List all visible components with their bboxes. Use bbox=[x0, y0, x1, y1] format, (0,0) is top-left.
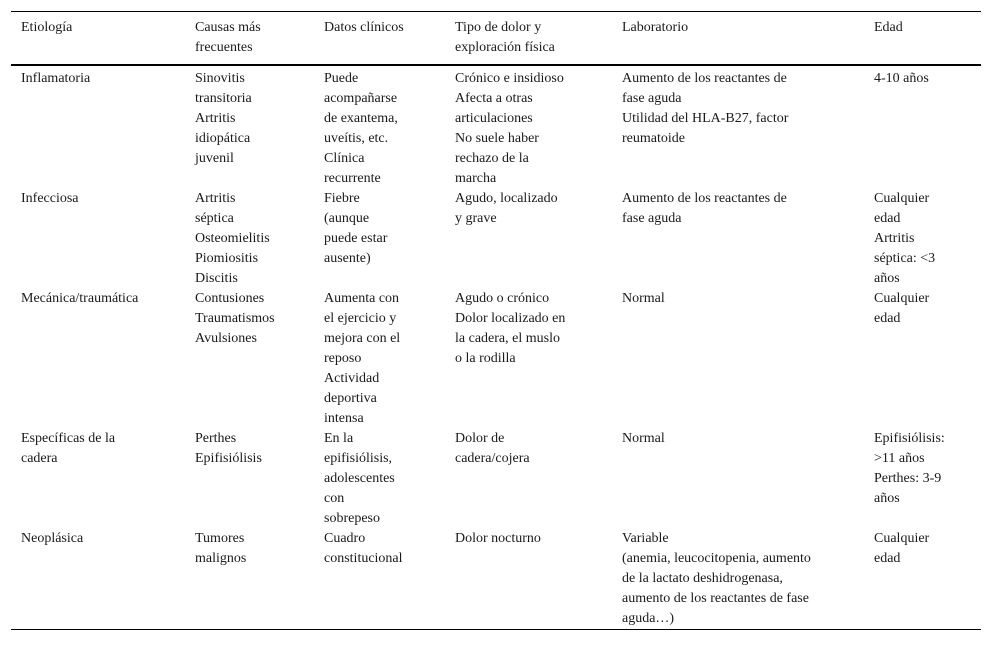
cell-laboratorio bbox=[612, 289, 864, 429]
header-laboratorio bbox=[612, 12, 864, 66]
cell-line: fase aguda bbox=[622, 211, 682, 226]
cell-line: aumento de los reactantes de fase bbox=[622, 591, 809, 606]
table-row bbox=[11, 529, 981, 630]
cell-line: edad bbox=[874, 211, 901, 226]
cell-line: Cualquier bbox=[874, 531, 930, 546]
cell-tipo-dolor bbox=[445, 289, 612, 429]
cell-line: articulaciones bbox=[455, 111, 533, 126]
cell-tipo-dolor bbox=[445, 429, 612, 529]
cell-line: séptica bbox=[195, 211, 234, 226]
cell-line: edad bbox=[874, 311, 901, 326]
cell-line: En la bbox=[324, 431, 354, 446]
cell-line: Inflamatoria bbox=[21, 71, 91, 86]
cell-laboratorio bbox=[612, 189, 864, 289]
cell-tipo-dolor bbox=[445, 65, 612, 189]
table-row bbox=[11, 289, 981, 429]
cell-line: No suele haber bbox=[455, 131, 539, 146]
cell-line: aguda…) bbox=[622, 611, 675, 626]
cell-line: Contusiones bbox=[195, 291, 265, 306]
cell-line: Crónico e insidioso bbox=[455, 71, 564, 86]
cell-line: mejora con el bbox=[324, 331, 401, 346]
cell-datos-clinicos bbox=[314, 65, 445, 189]
cell-line: Perthes: 3-9 bbox=[874, 471, 942, 486]
cell-line: constitucional bbox=[324, 551, 403, 566]
cell-line: malignos bbox=[195, 551, 247, 566]
cell-line: Agudo, localizado bbox=[455, 191, 558, 206]
cell-line: marcha bbox=[455, 171, 497, 186]
cell-line: Dolor localizado en bbox=[455, 311, 566, 326]
cell-line: Cualquier bbox=[874, 291, 930, 306]
cell-line: cadera/cojera bbox=[455, 451, 530, 466]
cell-line: (anemia, leucocitopenia, aumento bbox=[622, 551, 811, 566]
cell-line: Específicas de la bbox=[21, 431, 116, 446]
cell-line: Neoplásica bbox=[21, 531, 84, 546]
cell-datos-clinicos bbox=[314, 429, 445, 529]
cell-datos-clinicos bbox=[314, 529, 445, 630]
cell-line: recurrente bbox=[324, 171, 381, 186]
cell-causas bbox=[185, 429, 314, 529]
cell-causas bbox=[185, 65, 314, 189]
cell-line: la cadera, el muslo bbox=[455, 331, 560, 346]
cell-line: Afecta a otras bbox=[455, 91, 533, 106]
header-etiologia bbox=[11, 12, 185, 66]
cell-laboratorio bbox=[612, 429, 864, 529]
cell-line: Normal bbox=[622, 291, 665, 306]
cell-line: rechazo de la bbox=[455, 151, 529, 166]
cell-line: Artritis bbox=[195, 191, 236, 206]
cell-line: (aunque bbox=[324, 211, 370, 226]
cell-line: Avulsiones bbox=[195, 331, 257, 346]
cell-line: deportiva bbox=[324, 391, 377, 406]
etiology-table bbox=[11, 11, 981, 630]
cell-line: adolescentes bbox=[324, 471, 395, 486]
header-causas bbox=[185, 12, 314, 66]
cell-line: Normal bbox=[622, 431, 665, 446]
cell-edad bbox=[864, 289, 981, 429]
cell-line: Epifisiólisis bbox=[195, 451, 262, 466]
cell-etiologia bbox=[11, 189, 185, 289]
cell-line: Traumatismos bbox=[195, 311, 275, 326]
cell-line: Perthes bbox=[195, 431, 237, 446]
header-datos-clinicos bbox=[314, 12, 445, 66]
cell-line: Aumenta con bbox=[324, 291, 400, 306]
cell-etiologia bbox=[11, 429, 185, 529]
header-text: Causas más bbox=[195, 20, 261, 35]
cell-laboratorio bbox=[612, 529, 864, 630]
header-text: exploración física bbox=[455, 40, 555, 55]
header-edad bbox=[864, 12, 981, 66]
header-text: Tipo de dolor y bbox=[455, 20, 542, 35]
cell-line: Aumento de los reactantes de bbox=[622, 71, 787, 86]
cell-line: Osteomielitis bbox=[195, 231, 270, 246]
cell-etiologia bbox=[11, 65, 185, 189]
cell-line: Cualquier bbox=[874, 191, 930, 206]
cell-line: ausente) bbox=[324, 251, 371, 266]
cell-line: Utilidad del HLA-B27, factor bbox=[622, 111, 789, 126]
table-container bbox=[11, 11, 981, 630]
cell-line: Fiebre bbox=[324, 191, 360, 206]
cell-causas bbox=[185, 289, 314, 429]
cell-line: Epifisiólisis: bbox=[874, 431, 945, 446]
cell-line: y grave bbox=[455, 211, 497, 226]
cell-line: idiopática bbox=[195, 131, 251, 146]
cell-line: juvenil bbox=[195, 151, 234, 166]
cell-line: Clínica bbox=[324, 151, 365, 166]
cell-datos-clinicos bbox=[314, 189, 445, 289]
cell-line: intensa bbox=[324, 411, 364, 426]
cell-causas bbox=[185, 529, 314, 630]
cell-line: de exantema, bbox=[324, 111, 398, 126]
header-tipo-dolor bbox=[445, 12, 612, 66]
cell-line: fase aguda bbox=[622, 91, 682, 106]
cell-etiologia bbox=[11, 529, 185, 630]
cell-line: Dolor de bbox=[455, 431, 505, 446]
cell-etiologia bbox=[11, 289, 185, 429]
cell-line: Dolor nocturno bbox=[455, 531, 541, 546]
cell-laboratorio bbox=[612, 65, 864, 189]
cell-line: séptica: <3 bbox=[874, 251, 936, 266]
cell-line: Artritis bbox=[874, 231, 915, 246]
cell-tipo-dolor bbox=[445, 189, 612, 289]
cell-line: Piomiositis bbox=[195, 251, 259, 266]
cell-line: Discitis bbox=[195, 271, 238, 286]
header-text: Edad bbox=[874, 20, 903, 35]
cell-line: cadera bbox=[21, 451, 58, 466]
cell-tipo-dolor bbox=[445, 529, 612, 630]
cell-edad bbox=[864, 529, 981, 630]
cell-line: años bbox=[874, 491, 900, 506]
cell-line: transitoria bbox=[195, 91, 252, 106]
cell-line: edad bbox=[874, 551, 901, 566]
cell-line: epifisiólisis, bbox=[324, 451, 393, 466]
table-row bbox=[11, 65, 981, 189]
cell-line: Sinovitis bbox=[195, 71, 245, 86]
cell-line: Artritis bbox=[195, 111, 236, 126]
table-row bbox=[11, 189, 981, 289]
header-text: Laboratorio bbox=[622, 20, 689, 35]
cell-line: con bbox=[324, 491, 345, 506]
cell-line: Mecánica/traumática bbox=[21, 291, 139, 306]
header-text: Etiología bbox=[21, 20, 73, 35]
cell-line: reumatoide bbox=[622, 131, 685, 146]
cell-line: uveítis, etc. bbox=[324, 131, 389, 146]
cell-line: Puede bbox=[324, 71, 359, 86]
cell-line: el ejercicio y bbox=[324, 311, 397, 326]
cell-line: o la rodilla bbox=[455, 351, 516, 366]
header-text: Datos clínicos bbox=[324, 20, 404, 35]
cell-edad bbox=[864, 189, 981, 289]
cell-line: reposo bbox=[324, 351, 362, 366]
header-text: frecuentes bbox=[195, 40, 253, 55]
cell-edad bbox=[864, 429, 981, 529]
cell-causas bbox=[185, 189, 314, 289]
cell-line: 4-10 años bbox=[874, 71, 929, 86]
cell-datos-clinicos bbox=[314, 289, 445, 429]
cell-line: Cuadro bbox=[324, 531, 366, 546]
cell-line: Tumores bbox=[195, 531, 245, 546]
table-body bbox=[11, 65, 981, 630]
header-row bbox=[11, 12, 981, 66]
table-row bbox=[11, 429, 981, 529]
cell-line: acompañarse bbox=[324, 91, 398, 106]
cell-line: Actividad bbox=[324, 371, 380, 386]
cell-line: Agudo o crónico bbox=[455, 291, 550, 306]
cell-line: Infecciosa bbox=[21, 191, 79, 206]
cell-line: de la lactato deshidrogenasa, bbox=[622, 571, 783, 586]
cell-line: Variable bbox=[622, 531, 669, 546]
cell-line: Aumento de los reactantes de bbox=[622, 191, 787, 206]
cell-line: sobrepeso bbox=[324, 511, 380, 526]
cell-line: años bbox=[874, 271, 900, 286]
cell-edad bbox=[864, 65, 981, 189]
cell-line: puede estar bbox=[324, 231, 388, 246]
cell-line: >11 años bbox=[874, 451, 925, 466]
